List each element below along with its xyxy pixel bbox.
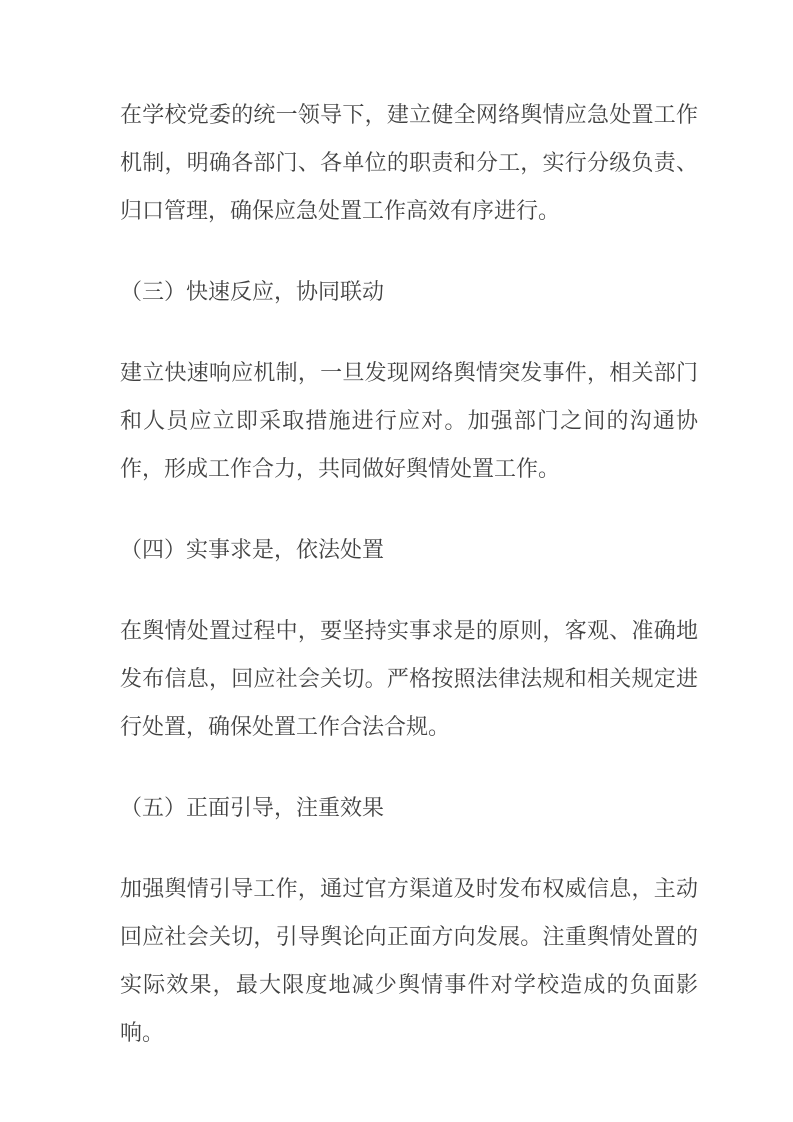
section-heading: （四）实事求是，依法处置 [120,537,385,562]
section-heading: （三）快速反应，协同联动 [120,279,385,304]
paragraph: 建立快速响应机制，一旦发现网络舆情突发事件，相关部门和人员应立即采取措施进行应对。加强部门之间的沟通协作，形成工作合力，共同做好舆情处置工作。 [120,360,698,481]
paragraph: 在舆情处置过程中，要坚持实事求是的原则，客观、准确地发布信息，回应社会关切。严格按照法律法规和相关规定进行处置，确保处置工作合法合规。 [120,618,698,739]
paragraph: 在学校党委的统一领导下，建立健全网络舆情应急处置工作机制，明确各部门、各单位的职责和分工，实行分级负责、归口管理，确保应急处置工作高效有序进行。 [120,102,698,223]
section-heading: （五）正面引导，注重效果 [120,795,385,820]
paragraph: 加强舆情引导工作，通过官方渠道及时发布权威信息，主动回应社会关切，引导舆论向正面方向发展。注重舆情处置的实际效果，最大限度地减少舆情事件对学校造成的负面影响。 [120,876,698,1045]
